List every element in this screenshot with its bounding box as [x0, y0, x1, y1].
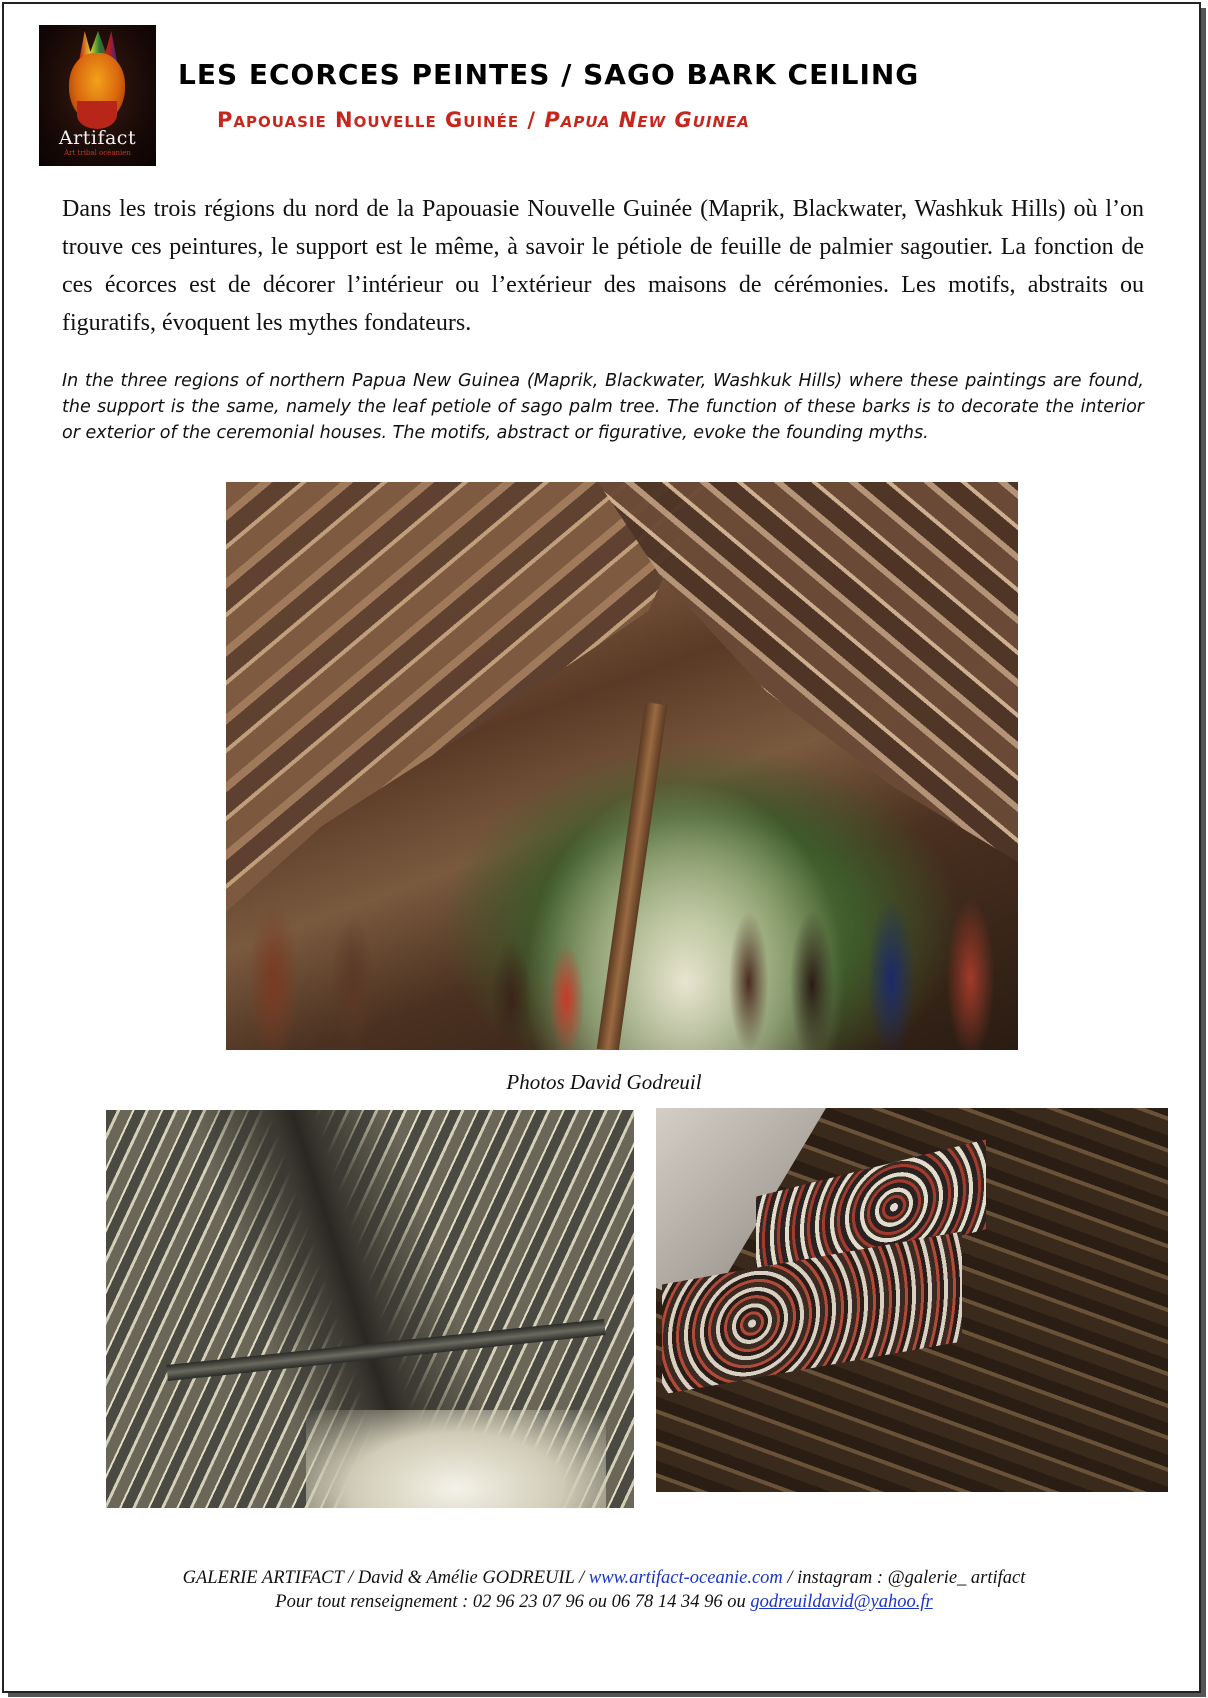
page-title: LES ECORCES PEINTES / SAGO BARK CEILING — [178, 58, 920, 91]
page-shadow — [1201, 8, 1206, 1696]
footer-gallery-name: GALERIE ARTIFACT / David & Amélie GODREUIL / — [182, 1568, 589, 1588]
logo-text: Artifact — [58, 127, 137, 149]
subtitle-fr: Papouasie Nouvelle Guinée / — [217, 108, 537, 132]
page-subtitle — [217, 108, 1117, 132]
photo-ceremonial-house-interior — [226, 482, 1018, 1050]
footer-instagram: / instagram : @galerie_ artifact — [782, 1568, 1026, 1588]
logo-subtext: Art tribal océanien — [64, 149, 131, 157]
villagers-crowd — [226, 880, 1018, 1050]
paragraph-french: Dans les trois régions du nord de la Papouasie Nouvelle Guinée (Maprik, Blackwater, Washkuk Hills) où l’on trouve ces peintures, le support est le même, à savoir le pétiole de feuille de palmier sagoutier. La fonction de ces écorces est de décorer l’intérieur ou l’extérieur des maisons de cérémonies. Les motifs, abstraits ou figuratifs, évoquent les mythes fondateurs. — [62, 196, 1144, 336]
photo-painted-bark-panels — [656, 1108, 1168, 1492]
footer-contact-line — [0, 1568, 1208, 1589]
photo-caption: Photos David Godreuil — [506, 1070, 702, 1094]
footer-website-link[interactable]: www.artifact-oceanie.com — [588, 1568, 783, 1588]
footer-phone: Pour tout renseignement : 02 96 23 07 96 ou 06 78 14 34 96 ou — [275, 1592, 751, 1612]
logo-beard — [77, 101, 117, 129]
page-shadow — [8, 1693, 1206, 1697]
paragraph-english: In the three regions of northern Papua New Guinea (Maprik, Blackwater, Washkuk Hills) where these paintings are found, the support is the same, namely the leaf petiole of sago palm tree. The function of these barks is to decorate the interior or exterior of the ceremonial houses. The motifs, abstract or figurative, evoke the founding myths. — [62, 371, 1144, 443]
subtitle-en: Papua New Guinea — [544, 108, 750, 132]
doorway-light — [306, 1410, 606, 1508]
artifact-logo — [39, 25, 156, 166]
painted-bark-ceiling-right — [598, 482, 1018, 862]
photo-painted-ceiling-ridge — [106, 1110, 634, 1508]
footer-info-line — [0, 1592, 1208, 1613]
footer-email-link[interactable]: godreuildavid@yahoo.fr — [750, 1592, 933, 1612]
